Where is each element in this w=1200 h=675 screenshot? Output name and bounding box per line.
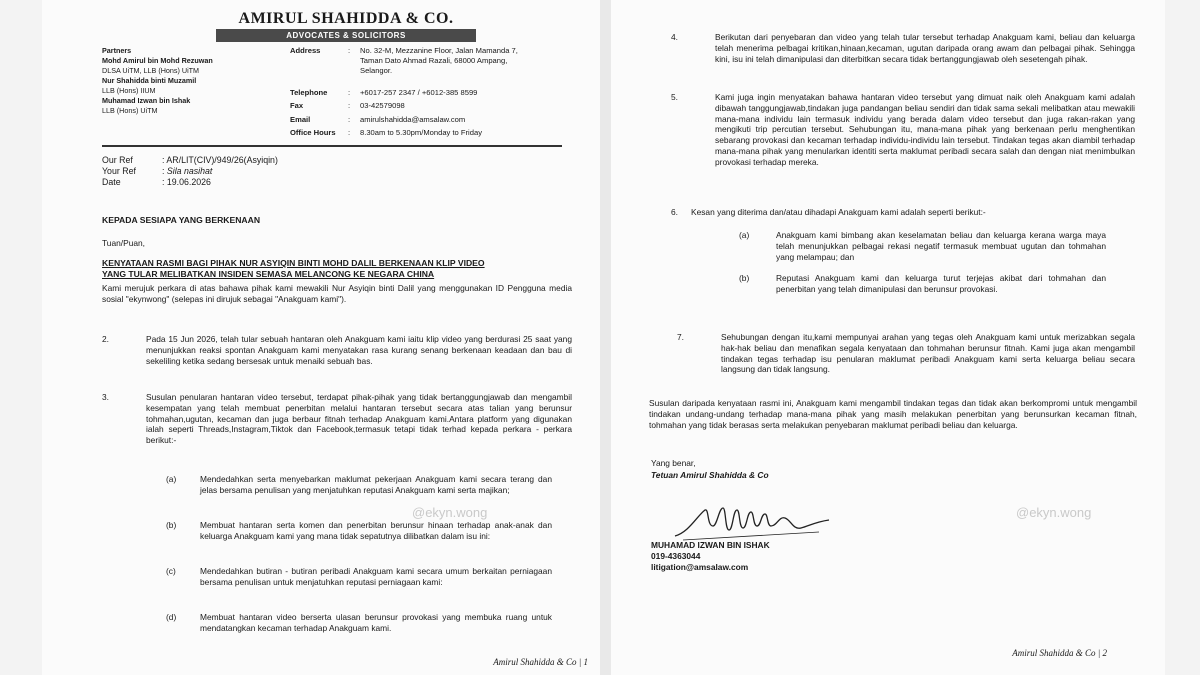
item-label: (b) bbox=[166, 520, 177, 530]
office-hours-label: Office Hours bbox=[290, 128, 336, 137]
paragraph-3-item-b: Membuat hantaran serta komen dan penerbitan berunsur hinaan terhadap anak-anak dan keluarga Anakguam kami yang mana tidak sepatutnya dilibatkan dalam isu ini: bbox=[200, 520, 552, 541]
office-hours-value: 8.30am to 5.30pm/Monday to Friday bbox=[360, 128, 482, 137]
partner-qualification: LLB (Hons) UiTM bbox=[102, 106, 158, 115]
item-label: (d) bbox=[166, 612, 177, 622]
document-page-1: AMIRUL SHAHIDDA & CO. ADVOCATES & SOLICITORS Partners Mohd Amirul bin Mohd Rezuwan DLSA UiTM, LLB (Hons) UiTM Nur Shahidda binti Muzamil LLB (Hons) IIUM Muhamad Izwan bin Ishak LLB (Hons) UiTM Address : No. 32-M, Mezzanine Floor, Jalan Mamanda 7, Taman Dato Ahmad Razali, 68000 Ampang, Selangor. Telephone : +6017-257 2347 / +6012-385 8599 Fax : 03-42579098 Email : amirulshahidda@amsalaw.com Office Hours : 8.30am to 5.30pm/Monday to Friday Our Ref : AR/LIT(CIV)/949/26(Asyiqin) Your Ref : Sila nasihat Date : 19.06.2026 KEPADA SESIAPA YANG BERKENAAN Tuan/Puan, KENYATAAN RASMI BAGI PIHAK NUR ASYIQIN BINTI MOHD DALIL BERKENAAN KLIP VIDEO YANG TULAR MELIBATKAN INSIDEN SEMASA MELANCONG KE NEGARA CHINA Kami merujuk perkara di atas bahawa pihak kami mewakili Nur Asyiqin binti Dalil yang menggunakan ID Pengguna media sosial "ekynwong" (selepas ini dirujuk sebagai "Anakguam kami"). 2. Pada 15 Jun 2026, telah tular sebuah hantaran oleh Anakguam kami iaitu klip video yang berdurasi 25 saat yang menunjukkan reaksi spontan Anakguam kami menyatakan rasa kurang senang berkenaan keadaan dan bau di sekeliling ketika sedang bersesak untuk menaiki sebuah bas. 3. Susulan penularan hantaran video tersebut, terdapat pihak-pihak yang tidak bertanggungjawab dan mengambil kesempatan yang telah membuat penerbitan melalui hantaran tersebut secara atas talian yang berunsur tohmahan,ugutan, kecaman dan juga berbaur fitnah terhadap Anakguam kami.Antara platform yang digunakan ialah seperti Threads,Instagram,Tiktok dan Facebook,termasuk tetapi tidak terhad kepada perkara - perkara berikut:- (a) Mendedahkan serta menyebarkan maklumat pekerjaan Anakguam kami secara terang dan jelas bersama penulisan yang menjatuhkan reputasi Anakguam kami serta majikan; (b) Membuat hantaran serta komen dan penerbitan berunsur hinaan terhadap anak-anak dan keluarga Anakguam kami yang mana tidak sepatutnya dilibatkan dalam isu ini: (c) Mendedahkan butiran - butiran peribadi Anakguam kami secara umum berkaitan perniagaan bersama penulisan untuk menjatuhkan reputasi perniagaan kami: (d) Membuat hantaran video berserta ulasan berunsur provokasi yang membuka ruang untuk mendatangkan kecaman terhadap Anakguam kami. @ekyn.wong Amirul Shahidda & Co | 1 bbox=[42, 0, 600, 675]
para-number: 4. bbox=[671, 32, 678, 42]
fax-label: Fax bbox=[290, 101, 304, 110]
your-ref-label: Your Ref bbox=[102, 166, 136, 176]
partner-qualification: DLSA UiTM, LLB (Hons) UiTM bbox=[102, 66, 200, 75]
partners-block bbox=[102, 46, 292, 116]
firm-name: AMIRUL SHAHIDDA & CO. bbox=[238, 10, 454, 27]
intro-paragraph: Kami merujuk perkara di atas bahawa pihak kami mewakili Nur Asyiqin binti Dalil yang menggunakan ID Pengguna media sosial "ekynwong" (selepas ini dirujuk sebagai "Anakguam kami"). bbox=[102, 283, 572, 304]
our-ref-label: Our Ref bbox=[102, 155, 133, 165]
paragraph-5: Kami juga ingin menyatakan bahawa hantaran video tersebut yang dimuat naik oleh Anakguam kami adalah dibawah tanggungjawab,tindakan juga pandangan beliau sendiri dan tidak sama sekali melibatkan atau mewakili mana-mana individu lain termasuk individu yang berada dalam video tersebut dan juga rakan-rakan yang mengikuti trip percutian tersebut. Sehubungan itu, mana-mana pihak yang berkenaan perlu menghentikan sebarang provokasi dan kecaman terhadap individu-individu lain tersebut. Tindakan tegas akan diambil terhadap mana-mana pihak yang menularkan identiti serta maklumat peribadi secara salah dan dengan niat menimbulkan provokasi terhadap mereka. bbox=[715, 92, 1135, 167]
firm-tagline: ADVOCATES & SOLICITORS bbox=[216, 29, 476, 42]
our-ref-value: AR/LIT(CIV)/949/26(Asyiqin) bbox=[166, 155, 278, 165]
watermark: @ekyn.wong bbox=[412, 505, 488, 520]
email-label: Email bbox=[290, 115, 311, 124]
paragraph-7: Sehubungan dengan itu,kami mempunyai arahan yang tegas oleh Anakguam kami untuk merizabkan segala hak-hak beliau dan menafikan segala kenyataan dan tohmahan berunsur fitnah. Kami juga akan mengambil tindakan tegas terhadap isu penularan maklumat peribadi Anakguam kami serta keluarga beliau secara langsung dan tidak langsung. bbox=[721, 332, 1135, 375]
page-footer: Amirul Shahidda & Co | 2 bbox=[1012, 648, 1107, 658]
signatory-email[interactable]: litigation@amsalaw.com bbox=[651, 562, 749, 572]
telephone-value: +6017-257 2347 / +6012-385 8599 bbox=[360, 88, 478, 97]
item-label: (b) bbox=[739, 273, 750, 283]
paragraph-3: Susulan penularan hantaran video tersebut, terdapat pihak-pihak yang tidak bertanggungjawab dan mengambil kesempatan yang telah membuat penerbitan melalui hantaran tersebut secara atas talian yang berunsur tohmahan,ugutan, kecaman dan juga berbaur fitnah terhadap Anakguam kami.Antara platform yang digunakan ialah seperti Threads,Instagram,Tiktok dan Facebook,termasuk tetapi tidak terhad kepada perkara - perkara berikut:- bbox=[146, 392, 572, 446]
sign-off: Yang benar, bbox=[651, 458, 696, 468]
telephone-label: Telephone bbox=[290, 88, 328, 97]
salutation: Tuan/Puan, bbox=[102, 238, 145, 248]
paragraph-6: Kesan yang diterima dan/atau dihadapi Anakguam kami adalah seperti berikut:- bbox=[691, 207, 986, 217]
date-label: Date bbox=[102, 177, 121, 187]
closing-paragraph: Susulan daripada kenyataan rasmi ini, Anakguam kami mengambil tindakan tegas dan tidak akan berkompromi untuk mengambil tindakan undang-undang terhadap mana-mana pihak yang masih melakukan penerbitan yang berunsurkan kecaman fitnah, tohmahan yang tidak berasas serta melakukan penyebaran maklumat peribadi beliau dan keluarga. bbox=[649, 398, 1137, 430]
paragraph-2: Pada 15 Jun 2026, telah tular sebuah hantaran oleh Anakguam kami iaitu klip video yang berdurasi 25 saat yang menunjukkan reaksi spontan Anakguam kami menyatakan rasa kurang senang berkenaan keadaan dan bau di sekeliling ketika sedang bersesak untuk menaiki sebuah bas. bbox=[146, 334, 572, 366]
watermark: @ekyn.wong bbox=[1016, 505, 1092, 520]
page-gap bbox=[600, 0, 611, 675]
para-number: 7. bbox=[677, 332, 684, 342]
paragraph-6-item-a: Anakguam kami bimbang akan keselamatan beliau dan keluarga kerana warga maya telah menunjukkan pelbagai rekasi negatif termasuk membuat ugutan dan tohmahan yang melampau; dan bbox=[776, 230, 1106, 262]
item-label: (a) bbox=[739, 230, 750, 240]
partner-name: Nur Shahidda binti Muzamil bbox=[102, 76, 197, 85]
right-margin bbox=[1165, 0, 1200, 675]
letterhead-divider bbox=[102, 145, 562, 147]
document-page-2 bbox=[611, 0, 1165, 675]
subject-line-2: YANG TULAR MELIBATKAN INSIDEN SEMASA MELANCONG KE NEGARA CHINA bbox=[102, 269, 435, 279]
email-value: amirulshahidda@amsalaw.com bbox=[360, 115, 466, 124]
address-value: No. 32-M, Mezzanine Floor, Jalan Mamanda 7, Taman Dato Ahmad Razali, 68000 Ampang, Selangor. bbox=[360, 46, 518, 75]
partner-name: Mohd Amirul bin Mohd Rezuwan bbox=[102, 56, 213, 65]
paragraph-3-item-c: Mendedahkan butiran - butiran peribadi Anakguam kami secara umum berkaitan perniagaan bersama penulisan untuk menjatuhkan reputasi perniagaan kami: bbox=[200, 566, 552, 587]
paragraph-3-item-a: Mendedahkan serta menyebarkan maklumat pekerjaan Anakguam kami secara terang dan jelas bersama penulisan yang menjatuhkan reputasi Anakguam kami serta majikan; bbox=[200, 474, 552, 495]
date-value: 19.06.2026 bbox=[166, 177, 211, 187]
paragraph-4: Berikutan dari penyebaran dan video yang telah tular tersebut terhadap Anakguam kami, beliau dan keluarga telah menerima pelbagai kritikan,hinaan,kecaman, ugutan daripada orang awam dan pelbagai pihak. Sehingga kini, isu ini telah dimanipulasi dan diterbitkan secara tidak bertanggungjawab oleh sesetengah pihak. bbox=[715, 32, 1135, 64]
signatory-phone: 019-4363044 bbox=[651, 551, 701, 561]
paragraph-6-item-b: Reputasi Anakguam kami dan keluarga turut terjejas akibat dari tohmahan dan penerbitan yang telah dimanipulasi dan berunsur provokasi. bbox=[776, 273, 1106, 294]
firm-signature-line: Tetuan Amirul Shahidda & Co bbox=[651, 470, 769, 480]
left-margin bbox=[0, 0, 42, 675]
recipient: KEPADA SESIAPA YANG BERKENAAN bbox=[102, 215, 261, 225]
fax-value: 03-42579098 bbox=[360, 101, 405, 110]
subject-heading bbox=[102, 258, 582, 280]
address-label: Address bbox=[290, 46, 321, 55]
partners-label: Partners bbox=[102, 46, 132, 55]
item-label: (c) bbox=[166, 566, 176, 576]
partner-qualification: LLB (Hons) IIUM bbox=[102, 86, 156, 95]
your-ref-value: Sila nasihat bbox=[166, 166, 213, 176]
para-number: 6. bbox=[671, 207, 678, 217]
signatory-name: MUHAMAD IZWAN BIN ISHAK bbox=[651, 540, 770, 550]
subject-line-1: KENYATAAN RASMI BAGI PIHAK NUR ASYIQIN BINTI MOHD DALIL BERKENAAN KLIP VIDEO bbox=[102, 258, 485, 268]
item-label: (a) bbox=[166, 474, 177, 484]
reference-block: Our Ref : AR/LIT(CIV)/949/26(Asyiqin) Your Ref : Sila nasihat Date : 19.06.2026 bbox=[102, 155, 278, 187]
page-footer: Amirul Shahidda & Co | 1 bbox=[493, 657, 588, 667]
para-number: 5. bbox=[671, 92, 678, 102]
para-number: 2. bbox=[102, 334, 109, 344]
para-number: 3. bbox=[102, 392, 109, 402]
paragraph-3-item-d: Membuat hantaran video berserta ulasan berunsur provokasi yang membuka ruang untuk mendatangkan kecaman terhadap Anakguam kami. bbox=[200, 612, 552, 633]
partner-name: Muhamad Izwan bin Ishak bbox=[102, 96, 191, 105]
